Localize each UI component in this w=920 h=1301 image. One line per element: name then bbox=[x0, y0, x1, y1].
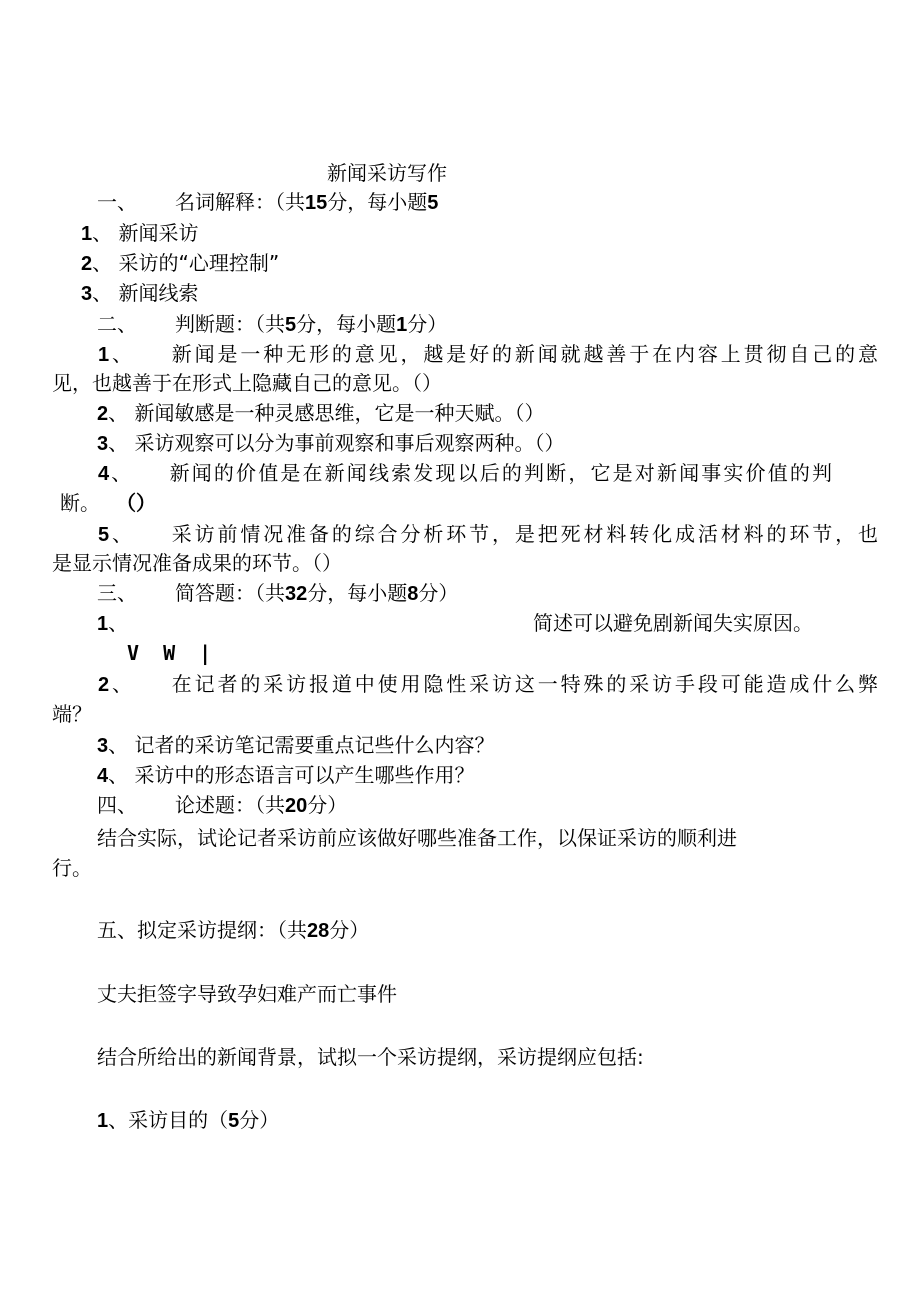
section-text-tail: 分，每小题 bbox=[296, 312, 397, 336]
item-text-end: 分） bbox=[239, 1108, 280, 1132]
section-text-tail: 分，每小题 bbox=[307, 581, 408, 605]
section-number: 三、 bbox=[97, 581, 137, 605]
section-text: 论述题：（共 bbox=[175, 793, 285, 817]
item-line bbox=[52, 671, 878, 698]
item-line bbox=[52, 521, 878, 548]
item-number: 1 bbox=[97, 1110, 109, 1132]
section-text-end: 分） bbox=[407, 312, 448, 336]
points: 5 bbox=[285, 314, 297, 336]
item-number: 4 bbox=[98, 463, 110, 485]
item-sep: 、 bbox=[109, 522, 135, 546]
section-3-heading bbox=[97, 580, 458, 607]
news-topic: 丈夫拒签字导致孕妇难产而亡事件 bbox=[97, 982, 397, 1006]
item-sep: 、 bbox=[108, 401, 129, 425]
list-item bbox=[81, 220, 198, 247]
item-sep: 、 bbox=[109, 342, 135, 366]
short-answer-item-3 bbox=[97, 732, 494, 759]
short-answer-item-4 bbox=[97, 762, 474, 789]
item-sep: 、 bbox=[108, 431, 129, 455]
judgement-item-4 bbox=[52, 460, 878, 487]
points-each: 5 bbox=[427, 192, 439, 214]
item-text: 新闻的价值是在新闻线索发现以后的判断，它是对新闻事实价值的判 bbox=[167, 461, 833, 485]
item-number: 1 bbox=[81, 223, 93, 245]
item-number: 3 bbox=[97, 433, 109, 455]
points: 15 bbox=[305, 192, 328, 214]
item-number: 5 bbox=[98, 524, 110, 546]
section-text: 判断题：（共 bbox=[175, 312, 285, 336]
item-sep: 、 bbox=[109, 672, 135, 696]
points: 5 bbox=[228, 1110, 240, 1132]
item-number: 2 bbox=[97, 403, 109, 425]
item-number: 2 bbox=[98, 674, 110, 696]
section-text: 简答题：（共 bbox=[175, 581, 285, 605]
item-text: 采访观察可以分为事前观察和事后观察两种。（） bbox=[134, 431, 565, 455]
item-sep: 、 bbox=[108, 733, 129, 757]
section-number: 四、 bbox=[97, 793, 137, 817]
points: 28 bbox=[307, 920, 330, 942]
points-each: 1 bbox=[396, 314, 408, 336]
item-sep: 、 bbox=[92, 221, 113, 245]
section-2-heading bbox=[97, 311, 447, 338]
item-text: 新闻采访 bbox=[118, 221, 199, 245]
item-number: 2 bbox=[81, 253, 93, 275]
section-number: 一、 bbox=[97, 190, 137, 214]
section-text-tail: 分，每小题 bbox=[327, 190, 428, 214]
section-text: 五、拟定采访提纲：（共 bbox=[97, 918, 307, 942]
section-number: 二、 bbox=[97, 312, 137, 336]
points: 32 bbox=[285, 583, 308, 605]
list-item bbox=[81, 250, 279, 277]
section-4-heading bbox=[97, 792, 347, 819]
item-text: 采访中的形态语言可以产生哪些作用？ bbox=[134, 763, 475, 787]
section-text-end: 分） bbox=[418, 581, 459, 605]
section-text-end: 分） bbox=[307, 793, 348, 817]
item-text: 记者的采访笔记需要重点记些什么内容？ bbox=[134, 733, 495, 757]
item-sep: 、 bbox=[92, 251, 113, 275]
item-text: 采访前情况准备的综合分析环节，是把死材料转化成活材料的环节，也 bbox=[168, 522, 878, 546]
answer-parens: （） bbox=[116, 493, 156, 515]
item-text: 断。 bbox=[60, 491, 100, 515]
essay-prompt-continued: 行。 bbox=[52, 856, 92, 880]
item-number: 1 bbox=[98, 344, 110, 366]
item-text: 新闻敏感是一种灵感思维，它是一种天赋。（） bbox=[134, 401, 545, 425]
item-number: 4 bbox=[97, 765, 109, 787]
item-text: 在记者的采访报道中使用隐性采访这一特殊的采访手段可能造成什么弊 bbox=[168, 672, 878, 696]
item-line bbox=[52, 460, 832, 487]
item-number: 3 bbox=[81, 283, 93, 305]
section-text: 名词解释：（共 bbox=[175, 190, 305, 214]
judgement-item-5 bbox=[52, 521, 878, 548]
item-number: 3 bbox=[97, 735, 109, 757]
outline-instructions: 结合所给出的新闻背景，试拟一个采访提纲，采访提纲应包括: bbox=[97, 1045, 644, 1069]
list-item bbox=[81, 280, 198, 307]
short-answer-item-1 bbox=[97, 610, 857, 637]
points: 20 bbox=[285, 795, 308, 817]
section-text-end: 分） bbox=[329, 918, 370, 942]
item-line bbox=[52, 341, 878, 368]
item-sep: 、 bbox=[109, 461, 134, 485]
page-title: 新闻采访写作 bbox=[327, 161, 447, 185]
short-answer-item-2 bbox=[52, 671, 878, 698]
item-text-continued: 端？ bbox=[52, 702, 92, 726]
judgement-item-3 bbox=[97, 430, 564, 457]
item-number: 1 bbox=[97, 613, 109, 635]
item-text: 采访的“心理控制” bbox=[118, 251, 280, 275]
item-text-continued bbox=[60, 490, 156, 517]
item-text: 新闻是一种无形的意见，越是好的新闻就越善于在内容上贯彻自己的意 bbox=[168, 342, 878, 366]
item-text: 新闻线索 bbox=[118, 281, 199, 305]
item-text-continued: 见，也越善于在形式上隐藏自己的意见。（） bbox=[52, 371, 442, 395]
item-sep: 、 bbox=[108, 611, 129, 635]
points-each: 8 bbox=[407, 583, 419, 605]
mark-text: V W | bbox=[127, 641, 218, 665]
judgement-item-2 bbox=[97, 400, 544, 427]
handwritten-mark bbox=[127, 640, 217, 666]
item-text: 、采访目的（ bbox=[108, 1108, 229, 1132]
item-sep: 、 bbox=[92, 281, 113, 305]
outline-item-1 bbox=[97, 1107, 279, 1134]
section-1-heading bbox=[97, 189, 438, 216]
item-text-continued: 是显示情况准备成果的环节。（） bbox=[52, 551, 342, 575]
essay-prompt: 结合实际，试论记者采访前应该做好哪些准备工作，以保证采访的顺利进 bbox=[97, 826, 737, 850]
section-5-heading bbox=[97, 917, 369, 944]
item-text: 简述可以避免剧新闻失实原因。 bbox=[533, 611, 813, 635]
item-sep: 、 bbox=[108, 763, 129, 787]
judgement-item-1 bbox=[52, 341, 878, 368]
